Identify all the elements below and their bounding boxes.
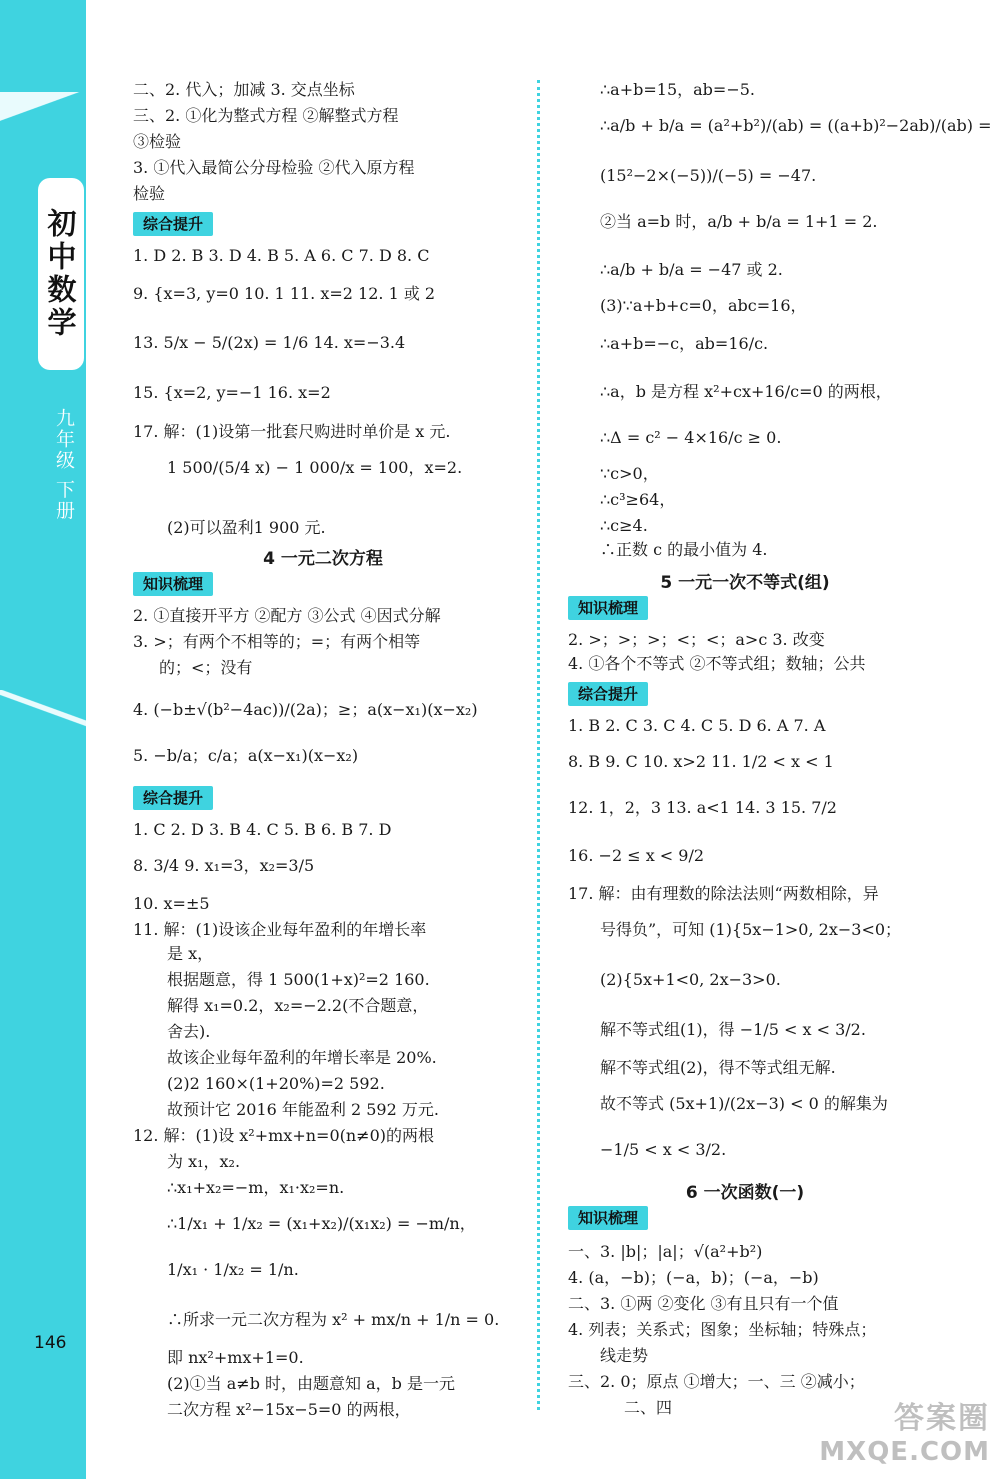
answer-line: 为 x₁，x₂. bbox=[167, 1152, 241, 1171]
answer-line: 解不等式组(2)，得不等式组无解. bbox=[600, 1058, 836, 1077]
answer-line: 13. 5/x − 5/(2x) = 1/6 14. x=−3.4 bbox=[133, 333, 406, 352]
answer-line: 4. ①各个不等式 ②不等式组；数轴；公共 bbox=[568, 654, 866, 673]
answer-line: 检验 bbox=[133, 184, 166, 203]
answer-line: 17. 解：由有理数的除法法则“两数相除，异 bbox=[568, 884, 879, 903]
answer-line: 解不等式组(1)，得 −1/5 < x < 3/2. bbox=[600, 1020, 866, 1039]
answer-line: 二、四 bbox=[624, 1398, 673, 1417]
section-tag: 知识梳理 bbox=[568, 596, 648, 620]
answer-line: 2. ①直接开平方 ②配方 ③公式 ④因式分解 bbox=[133, 606, 441, 625]
answer-line: 15. {x=2, y=−1 16. x=2 bbox=[133, 383, 331, 402]
answer-line: 4. 列表；关系式；图象；坐标轴；特殊点； bbox=[568, 1320, 877, 1339]
answer-line: (3)∵a+b+c=0，abc=16， bbox=[600, 296, 807, 315]
answer-line: ∴a/b + b/a = (a²+b²)/(ab) = ((a+b)²−2ab)/(ab) = bbox=[600, 116, 992, 135]
answer-line: (2)2 160×(1+20%)=2 592. bbox=[167, 1074, 385, 1093]
watermark bbox=[819, 1393, 990, 1467]
answer-line: ∴1/x₁ + 1/x₂ = (x₁+x₂)/(x₁x₂) = −m/n， bbox=[167, 1214, 476, 1233]
answer-line: (15²−2×(−5))/(−5) = −47. bbox=[600, 166, 817, 185]
answer-line: 1. D 2. B 3. D 4. B 5. A 6. C 7. D 8. C bbox=[133, 246, 430, 265]
answer-line: 3. ①代入最简公分母检验 ②代入原方程 bbox=[133, 158, 415, 177]
answer-line: 3. >；有两个不相等的；=；有两个相等 bbox=[133, 632, 421, 651]
answer-line: ∴所求一元二次方程为 x² + mx/n + 1/n = 0. bbox=[167, 1310, 500, 1329]
answer-line: (2){5x+1<0, 2x−3>0. bbox=[600, 970, 781, 989]
section-tag: 综合提升 bbox=[133, 212, 213, 236]
column-divider bbox=[537, 80, 540, 1410]
answer-line: 12. 1，2，3 13. a<1 14. 3 15. 7/2 bbox=[568, 798, 837, 817]
answer-line: 4. (a，−b)；(−a，b)；(−a，−b) bbox=[568, 1268, 819, 1287]
answer-line: 故预计它 2016 年能盈利 2 592 万元. bbox=[167, 1100, 439, 1119]
answer-line: 三、2. ①化为整式方程 ②解整式方程 bbox=[133, 106, 399, 125]
answer-line: 的；<；没有 bbox=[159, 658, 253, 677]
answer-line: ∴a/b + b/a = −47 或 2. bbox=[600, 260, 783, 279]
section-tag: 综合提升 bbox=[568, 682, 648, 706]
answer-line: 解得 x₁=0.2，x₂=−2.2(不合题意， bbox=[167, 996, 429, 1015]
answer-line: ∴a，b 是方程 x²+cx+16/c=0 的两根， bbox=[600, 382, 892, 401]
answer-line: 12. 解：(1)设 x²+mx+n=0(n≠0)的两根 bbox=[133, 1126, 434, 1145]
answer-line: 即 nx²+mx+1=0. bbox=[167, 1348, 304, 1367]
answer-line: 根据题意，得 1 500(1+x)²=2 160. bbox=[167, 970, 430, 989]
answer-line: 2. >；>；>；<；<；a>c 3. 改变 bbox=[568, 630, 825, 649]
page-number: 146 bbox=[34, 1333, 67, 1353]
section-tag: 知识梳理 bbox=[133, 572, 213, 596]
answer-line: 11. 解：(1)设该企业每年盈利的年增长率 bbox=[133, 920, 427, 939]
section-tag: 知识梳理 bbox=[568, 1206, 648, 1230]
answer-line: 二、3. ①两 ②变化 ③有且只有一个值 bbox=[568, 1294, 839, 1313]
answer-line: 1. B 2. C 3. C 4. C 5. D 6. A 7. A bbox=[568, 716, 826, 735]
answer-line: (2)①当 a≠b 时，由题意知 a，b 是一元 bbox=[167, 1374, 455, 1393]
section-title: 5 一元一次不等式(组) bbox=[660, 573, 830, 593]
answer-line: 1 500/(5/4 x) − 1 000/x = 100，x=2. bbox=[167, 458, 463, 477]
sidebar bbox=[0, 0, 86, 1479]
section-title: 6 一次函数(一) bbox=[685, 1183, 805, 1203]
answer-line: 16. −2 ≤ x < 9/2 bbox=[568, 846, 705, 865]
answer-line: 8. B 9. C 10. x>2 11. 1/2 < x < 1 bbox=[568, 752, 834, 771]
grade-label: 九年级 下册 bbox=[53, 408, 75, 522]
answer-line: 三、2. 0；原点 ①增大；一、三 ②减小； bbox=[568, 1372, 865, 1391]
answer-line: ∴正数 c 的最小值为 4. bbox=[600, 540, 768, 559]
answer-line: 17. 解：(1)设第一批套尺购进时单价是 x 元. bbox=[133, 422, 451, 441]
answer-line: 故不等式 (5x+1)/(2x−3) < 0 的解集为 bbox=[600, 1094, 888, 1113]
answer-line: 9. {x=3, y=0 10. 1 11. x=2 12. 1 或 2 bbox=[133, 284, 436, 303]
answer-line: 8. 3/4 9. x₁=3，x₂=3/5 bbox=[133, 856, 315, 875]
answer-line: 10. x=±5 bbox=[133, 894, 210, 913]
answer-line: 故该企业每年盈利的年增长率是 20%. bbox=[167, 1048, 437, 1067]
answer-line: ∴a+b=15，ab=−5. bbox=[600, 80, 755, 99]
watermark-url: MXQE.COM bbox=[819, 1437, 990, 1467]
watermark-text: 答案圈 bbox=[894, 1401, 990, 1436]
answer-line: (2)可以盈利1 900 元. bbox=[167, 518, 326, 537]
answer-line: ∵c>0， bbox=[600, 464, 659, 483]
subject-label-box bbox=[38, 178, 84, 370]
answer-line: −1/5 < x < 3/2. bbox=[600, 1140, 727, 1159]
answer-line: 二次方程 x²−15x−5=0 的两根， bbox=[167, 1400, 411, 1419]
section-title: 4 一元二次方程 bbox=[263, 549, 383, 569]
answer-line: 4. (−b±√(b²−4ac))/(2a)；≥；a(x−x₁)(x−x₂) bbox=[133, 700, 478, 719]
answer-line: ∴c³≥64， bbox=[600, 490, 676, 509]
answer-line: ∴Δ = c² − 4×16/c ≥ 0. bbox=[600, 428, 782, 447]
answer-line: ∴a+b=−c，ab=16/c. bbox=[600, 334, 769, 353]
answer-line: ∴x₁+x₂=−m，x₁·x₂=n. bbox=[167, 1178, 345, 1197]
answer-line: ③检验 bbox=[133, 132, 182, 151]
sidebar-wave-top bbox=[0, 92, 86, 132]
answer-line: 一、3. |b|；|a|；√(a²+b²) bbox=[568, 1242, 763, 1261]
sidebar-wave-mid bbox=[0, 690, 86, 740]
answer-line: 二、2. 代入；加减 3. 交点坐标 bbox=[133, 80, 355, 99]
answer-line: ∴c≥4. bbox=[600, 516, 648, 535]
section-tag: 综合提升 bbox=[133, 786, 213, 810]
answer-line: 5. −b/a；c/a；a(x−x₁)(x−x₂) bbox=[133, 746, 359, 765]
subject-label: 初中数学 bbox=[43, 208, 78, 340]
answer-line: 舍去). bbox=[167, 1022, 211, 1041]
answer-line: 线走势 bbox=[600, 1346, 649, 1365]
answer-line: 是 x， bbox=[167, 944, 214, 963]
answer-line: 1/x₁ · 1/x₂ = 1/n. bbox=[167, 1260, 299, 1279]
answer-line: 号得负”，可知 (1){5x−1>0, 2x−3<0； bbox=[600, 920, 902, 939]
answer-line: 1. C 2. D 3. B 4. C 5. B 6. B 7. D bbox=[133, 820, 392, 839]
answer-line: ②当 a=b 时，a/b + b/a = 1+1 = 2. bbox=[600, 212, 878, 231]
